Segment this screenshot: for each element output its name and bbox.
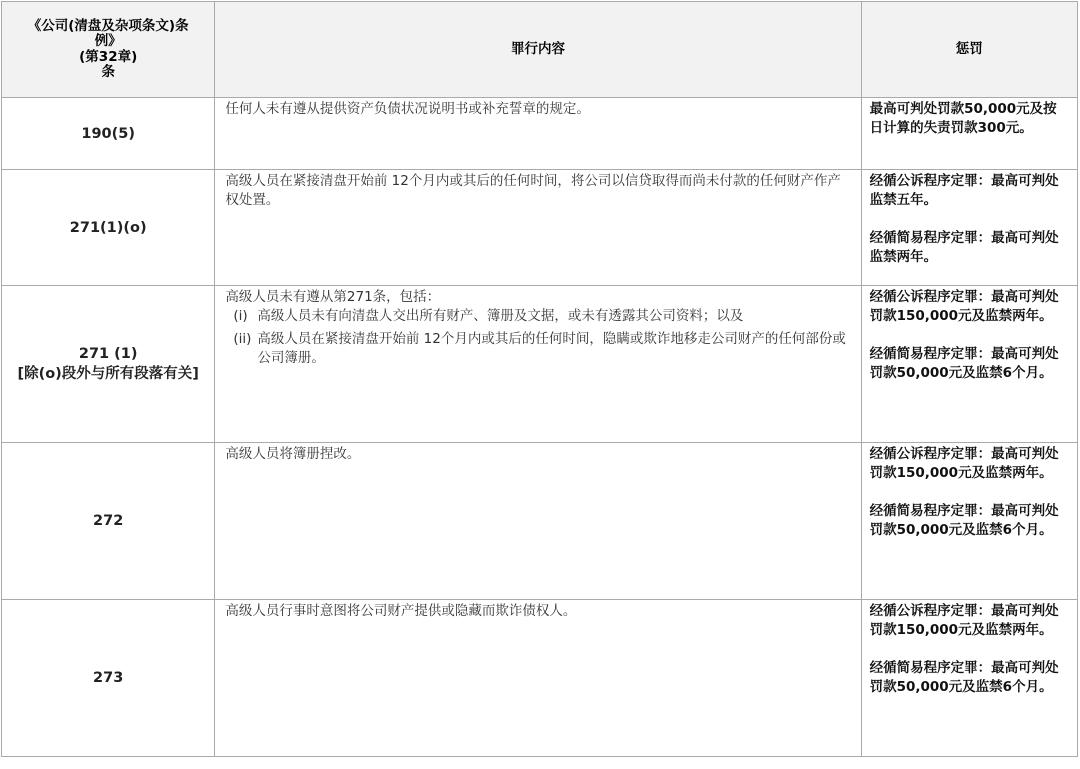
penalty-cell	[861, 286, 1077, 443]
penalty-text: 最高可判处罚款50,000元及按日计算的失责罚款300元。	[869, 101, 1057, 136]
section-cell	[2, 286, 215, 443]
penalty-column-header: 惩罚	[861, 2, 1077, 98]
penalty-summary: 经循简易程序定罪：最高可判处罚款50,000元及监禁6个月。	[869, 660, 1059, 695]
section-cell	[2, 600, 215, 757]
offence-list-item	[225, 330, 852, 368]
section-cell	[2, 98, 215, 170]
penalty-indictment: 经循公诉程序定罪：最高可判处监禁五年。	[869, 173, 1059, 208]
offence-cell	[215, 170, 861, 286]
offence-cell	[215, 600, 861, 757]
offence-cell	[215, 286, 861, 443]
penalty-cell	[861, 600, 1077, 757]
offences-table	[1, 1, 1078, 757]
item-text: 高级人员未有向清盘人交出所有财产、簿册及文据，或未有透露其公司资料；以及	[257, 308, 744, 324]
penalty-summary: 经循简易程序定罪：最高可判处罚款50,000元及监禁6个月。	[869, 503, 1059, 538]
penalty-indictment: 经循公诉程序定罪：最高可判处罚款150,000元及监禁两年。	[869, 289, 1059, 324]
section-number: 271 (1)	[78, 346, 138, 362]
offence-text: 高级人员在紧接清盘开始前 12个月内或其后的任何时间，将公司以信贷取得而尚未付款的任何财产作产权处置。	[225, 173, 841, 208]
table-row	[2, 98, 1078, 170]
offence-cell	[215, 98, 861, 170]
header-row	[2, 2, 1078, 98]
offence-cell	[215, 443, 861, 600]
section-cell	[2, 443, 215, 600]
table-row	[2, 286, 1078, 443]
section-number: 272	[93, 513, 124, 529]
offence-text: 任何人未有遵从提供资产负债状况说明书或补充誓章的规定。	[225, 101, 590, 117]
penalty-indictment: 经循公诉程序定罪：最高可判处罚款150,000元及监禁两年。	[869, 446, 1059, 481]
item-text: 高级人员在紧接清盘开始前 12个月内或其后的任何时间，隐瞒或欺诈地移走公司财产的任何部份或公司簿册。	[257, 331, 846, 366]
item-number: (i)	[233, 308, 248, 324]
penalty-indictment: 经循公诉程序定罪：最高可判处罚款150,000元及监禁两年。	[869, 603, 1059, 638]
offence-text: 高级人员将簿册捏改。	[225, 446, 361, 462]
section-number: 271(1)(o)	[69, 219, 147, 236]
section-header-line: 例》	[94, 33, 122, 49]
offence-list-item	[225, 307, 852, 326]
section-header-line: 条	[101, 64, 115, 80]
section-note: [除(o)段外与所有段落有关]	[17, 366, 199, 382]
offence-text: 高级人员未有遵从第271条，包括：	[225, 289, 441, 305]
section-column-header	[2, 2, 215, 98]
section-header-line: 《公司(清盘及杂项条文)条	[27, 17, 189, 34]
penalty-summary: 经循简易程序定罪：最高可判处罚款50,000元及监禁6个月。	[869, 346, 1059, 381]
section-number: 190(5)	[81, 125, 135, 142]
section-header-line: (第32章)	[79, 48, 138, 65]
penalty-cell	[861, 170, 1077, 286]
offence-text: 高级人员行事时意图将公司财产提供或隐藏而欺诈债权人。	[225, 603, 577, 619]
penalty-summary: 经循简易程序定罪：最高可判处监禁两年。	[869, 230, 1059, 265]
offence-column-header: 罪行内容	[215, 2, 861, 98]
table-row	[2, 600, 1078, 757]
section-number: 273	[93, 670, 124, 686]
penalty-cell	[861, 443, 1077, 600]
item-number: (ii)	[233, 331, 252, 347]
penalty-cell	[861, 98, 1077, 170]
section-cell	[2, 170, 215, 286]
table-row	[2, 443, 1078, 600]
table-row	[2, 170, 1078, 286]
